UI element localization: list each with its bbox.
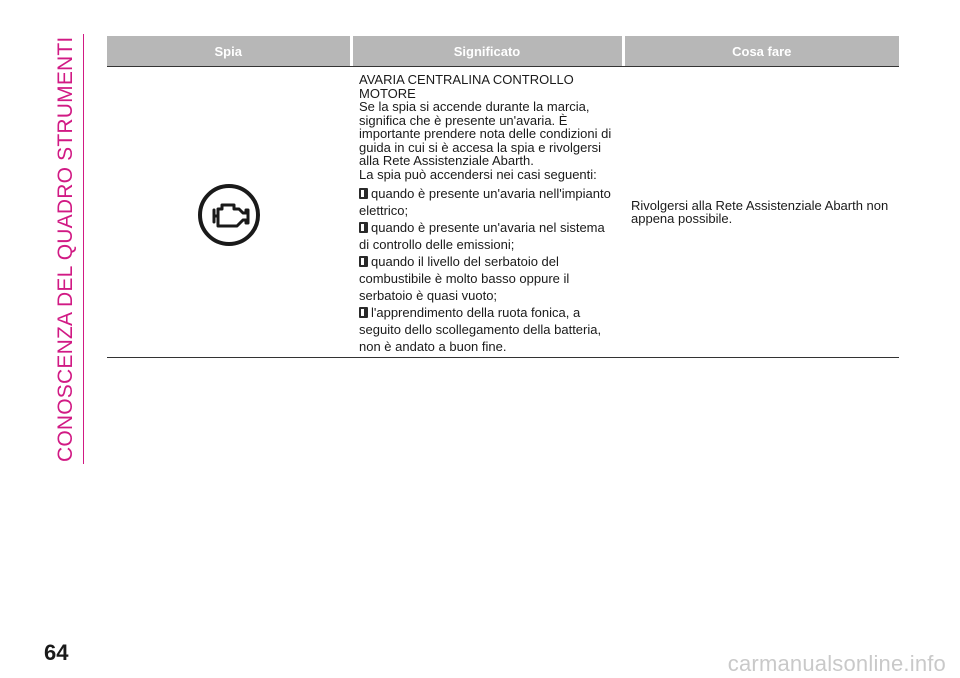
fault-title-line1: AVARIA CENTRALINA CONTROLLO [359, 72, 574, 87]
engine-check-icon [197, 183, 261, 247]
fault-description: Se la spia si accende durante la marcia, significa che è presente un'avaria. È importante prendere nota delle condizioni di guida in cui si è accesa la spia e rivolgersi alla Rete Assistenziale Abarth. [359, 99, 612, 168]
cases-intro: La spia può accendersi nei casi seguenti: [359, 166, 597, 182]
table-row [107, 67, 899, 358]
page-number: 64 [44, 640, 69, 665]
list-item-text: quando è presente un'avaria nel sistema di controllo delle emissioni; [359, 220, 605, 252]
list-item-text: quando è presente un'avaria nell'impianto elettrico; [359, 186, 611, 218]
bullet-icon [359, 222, 368, 233]
section-rule [83, 34, 84, 464]
warning-light-table [107, 36, 899, 358]
list-item [359, 185, 615, 219]
list-item-text: l'apprendimento della ruota fonica, a seguito dello scollegamento della batteria, non è andato a buon fine. [359, 305, 602, 354]
list-item [359, 219, 615, 253]
table-header-row [107, 36, 899, 66]
bullet-icon [359, 307, 368, 318]
significato-cell [351, 67, 623, 358]
bullet-icon [359, 188, 368, 199]
list-item-text: quando il livello del serbatoio del combustibile è molto basso oppure il serbatoio è quasi vuoto; [359, 254, 570, 303]
cosa-fare-cell: Rivolgersi alla Rete Assistenziale Abarth non appena possibile. [623, 67, 899, 358]
list-item [359, 304, 615, 355]
bullet-icon [359, 256, 368, 267]
header-spia: Spia [107, 36, 351, 66]
section-title: CONOSCENZA DEL QUADRO STRUMENTI [54, 36, 77, 462]
header-significato: Significato [351, 36, 623, 66]
list-item [359, 253, 615, 304]
spia-cell [107, 67, 351, 358]
fault-title-line2: MOTORE [359, 85, 416, 101]
watermark: carmanualsonline.info [727, 651, 946, 676]
header-cosa-fare: Cosa fare [623, 36, 899, 66]
